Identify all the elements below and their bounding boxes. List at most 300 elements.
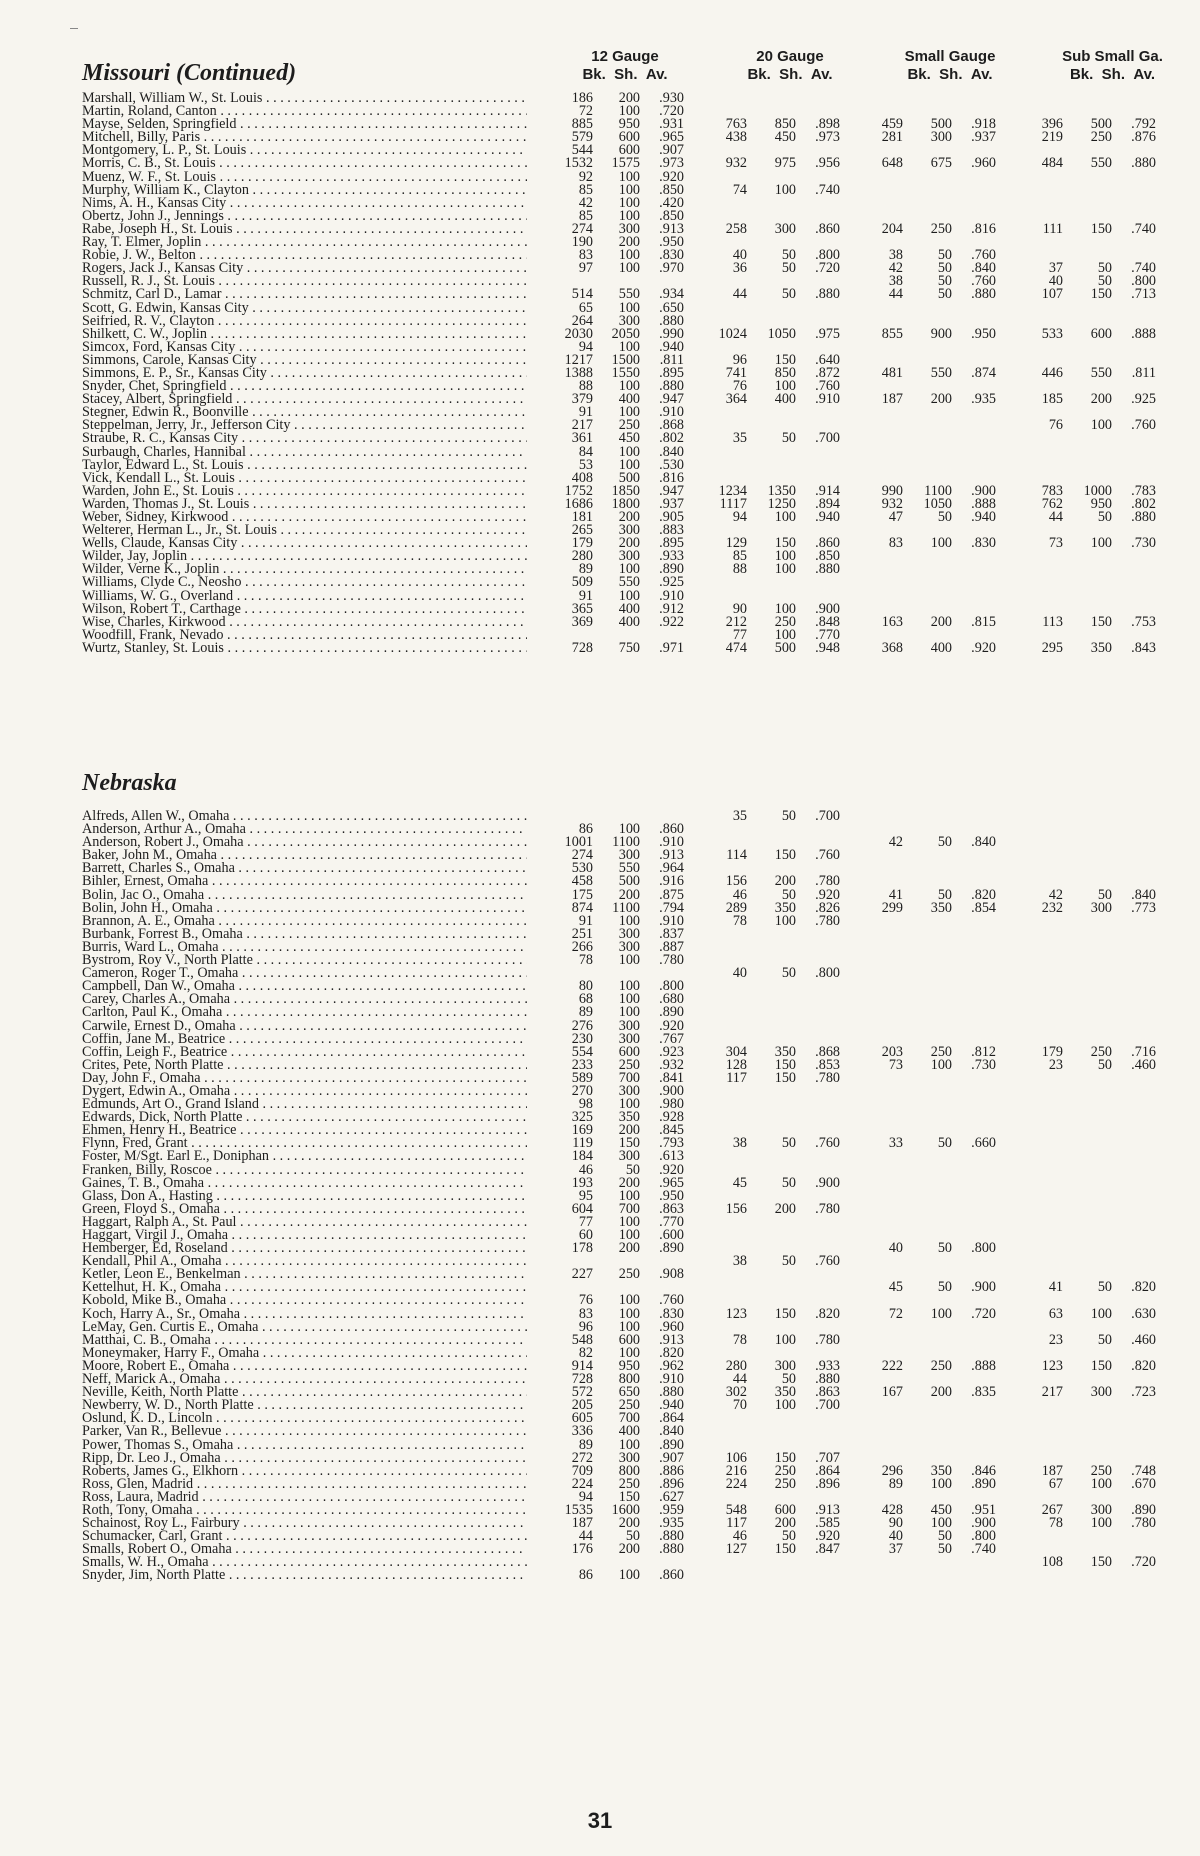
score-cell: 550: [930, 364, 952, 381]
score-cell: .680: [659, 991, 684, 1008]
table-row: [0, 105, 1200, 118]
score-cell: 38: [888, 247, 903, 264]
score-cell: .713: [1131, 286, 1156, 303]
score-cell: 200: [618, 1174, 640, 1191]
table-row: [0, 1161, 1200, 1178]
score-cell: 100: [774, 378, 796, 395]
score-cell: 100: [618, 103, 640, 120]
table-row: [0, 144, 1200, 157]
score-cell: 65: [578, 299, 593, 316]
shooter-name: Haggart, Ralph A., St. Paul . . .: [82, 1216, 527, 1229]
score-cell: 41: [888, 886, 903, 903]
score-cell: .840: [971, 260, 996, 277]
score-cell: 100: [618, 1227, 640, 1243]
score-cell: .716: [1131, 1043, 1156, 1060]
shooter-name: Straube, R. C., Kansas City . . .: [82, 432, 527, 445]
score-cell: 150: [774, 1056, 796, 1073]
table-row: [0, 1517, 1200, 1530]
score-cell: .880: [1131, 509, 1156, 525]
table-row: [0, 456, 1200, 473]
score-cell: 600: [618, 1043, 640, 1060]
table-row: [0, 364, 1200, 381]
score-cell: .530: [659, 456, 684, 473]
score-cell: 150: [1090, 286, 1112, 303]
score-cell: 300: [1090, 899, 1112, 916]
table-row: [0, 1318, 1200, 1335]
score-cell: 179: [571, 535, 593, 552]
shooter-name: Mitchell, Billy, Paris . . .: [82, 131, 527, 144]
score-cell: 100: [1090, 1475, 1112, 1492]
score-cell: 604: [571, 1200, 593, 1217]
score-cell: 150: [618, 1135, 640, 1152]
shooter-name: Roth, Tony, Omaha . . .: [82, 1504, 527, 1517]
score-cell: 44: [732, 286, 747, 303]
score-cell: .872: [815, 364, 840, 381]
score-cell: 50: [781, 247, 796, 264]
score-cell: 42: [578, 194, 593, 211]
score-cell: 1500: [611, 351, 640, 368]
score-cell: 222: [881, 1357, 903, 1374]
score-cell: 1024: [718, 325, 747, 342]
shooter-name: Scott, G. Edwin, Kansas City . . .: [82, 302, 527, 315]
score-cell: .965: [659, 129, 684, 146]
score-cell: 950: [618, 1357, 640, 1374]
shooter-name: Ehmen, Henry H., Beatrice . . .: [82, 1124, 527, 1137]
score-cell: .860: [659, 1567, 684, 1584]
table-row: [0, 495, 1200, 512]
table-row: [0, 380, 1200, 393]
score-cell: 950: [618, 116, 640, 133]
score-cell: 459: [881, 116, 903, 133]
table-row: [0, 967, 1200, 980]
score-cell: .460: [1131, 1331, 1156, 1348]
score-cell: 932: [881, 495, 903, 512]
score-cell: 350: [774, 1043, 796, 1060]
score-cell: 227: [571, 1266, 593, 1283]
score-cell: 200: [618, 234, 640, 251]
score-cell: 91: [578, 404, 593, 421]
score-cell: 589: [571, 1069, 593, 1086]
shooter-name: Martin, Roland, Canton . . .: [82, 105, 527, 118]
score-cell: 728: [571, 1371, 593, 1388]
score-cell: .860: [815, 535, 840, 552]
score-cell: 200: [774, 873, 796, 890]
score-cell: .830: [659, 247, 684, 264]
score-cell: 550: [618, 574, 640, 591]
score-cell: .740: [971, 1541, 996, 1558]
shooter-name: Campbell, Dan W., Omaha . . .: [82, 980, 527, 993]
score-cell: 186: [571, 90, 593, 106]
score-cell: 200: [1090, 391, 1112, 408]
score-cell: 37: [1048, 260, 1063, 277]
score-cell: 200: [618, 1515, 640, 1532]
table-row: [0, 482, 1200, 499]
score-cell: 1234: [718, 482, 747, 499]
score-cell: 33: [888, 1135, 903, 1152]
score-cell: 179: [1041, 1043, 1063, 1060]
shooter-name: Kobold, Mike B., Omaha . . .: [82, 1294, 527, 1307]
header-12-gauge-columns: Bk. Sh. Av.: [582, 66, 668, 83]
score-cell: 50: [781, 1135, 796, 1152]
score-cell: .910: [815, 391, 840, 408]
score-cell: 117: [726, 1515, 747, 1532]
shooter-name: Williams, W. G., Overland . . .: [82, 590, 527, 603]
score-cell: 100: [618, 1344, 640, 1361]
score-cell: .720: [971, 1305, 996, 1322]
score-cell: .627: [659, 1488, 684, 1505]
score-cell: 44: [578, 1528, 593, 1545]
score-cell: .835: [971, 1384, 996, 1401]
score-cell: 77: [578, 1213, 593, 1230]
score-cell: 50: [937, 834, 952, 851]
score-cell: 250: [774, 1462, 796, 1479]
score-cell: 216: [725, 1462, 747, 1479]
score-cell: .888: [971, 1357, 996, 1374]
score-cell: .975: [815, 325, 840, 342]
score-cell: .420: [659, 194, 684, 211]
table-row: [0, 1357, 1200, 1374]
score-cell: .760: [815, 378, 840, 395]
table-row: [0, 1475, 1200, 1492]
score-cell: 500: [774, 639, 796, 656]
score-cell: 250: [618, 1475, 640, 1492]
score-cell: 100: [618, 456, 640, 473]
score-cell: 50: [781, 1528, 796, 1545]
score-cell: 85: [578, 181, 593, 198]
score-cell: .947: [659, 482, 684, 499]
score-cell: 178: [571, 1240, 593, 1257]
score-cell: 113: [1042, 613, 1063, 630]
table-row: [0, 443, 1200, 460]
score-cell: 874: [571, 899, 593, 916]
score-cell: 1217: [564, 351, 593, 368]
score-cell: 107: [1041, 286, 1063, 303]
score-cell: 85: [578, 207, 593, 224]
score-cell: .965: [659, 1174, 684, 1191]
score-cell: .811: [659, 351, 684, 368]
score-cell: 1000: [1083, 482, 1112, 499]
score-cell: 741: [725, 364, 747, 381]
table-row: [0, 1187, 1200, 1204]
score-cell: 289: [725, 899, 747, 916]
score-cell: 53: [578, 456, 593, 473]
score-cell: 1850: [611, 482, 640, 499]
score-cell: 129: [725, 535, 747, 552]
score-cell: 83: [578, 247, 593, 264]
score-cell: 300: [618, 548, 640, 565]
shooter-name: Neff, Marick A., Omaha . . .: [82, 1373, 527, 1386]
table-row: [0, 432, 1200, 445]
score-cell: 100: [930, 1305, 952, 1322]
score-cell: .935: [971, 391, 996, 408]
shooter-name: Welterer, Herman L., Jr., St. Louis . . .: [82, 524, 527, 537]
table-row: [0, 862, 1200, 875]
score-cell: 91: [578, 912, 593, 929]
score-cell: .937: [659, 495, 684, 512]
score-cell: .793: [659, 1135, 684, 1152]
score-cell: .600: [659, 1227, 684, 1243]
score-cell: 400: [930, 639, 952, 656]
score-cell: 350: [774, 899, 796, 916]
score-cell: 78: [1048, 1515, 1063, 1532]
score-cell: 50: [937, 1279, 952, 1296]
score-cell: 76: [578, 1292, 593, 1309]
score-cell: 100: [618, 1436, 640, 1453]
score-cell: 92: [578, 168, 593, 185]
shooter-name: Woodfill, Frank, Nevado . . .: [82, 629, 527, 642]
score-cell: 187: [1041, 1462, 1063, 1479]
header-12-gauge-title: 12 Gauge: [591, 48, 659, 65]
score-cell: 35: [732, 808, 747, 824]
score-cell: .880: [659, 378, 684, 395]
score-cell: 364: [725, 391, 747, 408]
score-cell: .930: [659, 90, 684, 106]
score-cell: 100: [930, 1515, 952, 1532]
score-cell: 267: [1041, 1501, 1063, 1518]
header-sub-small-gauge: [1040, 48, 1185, 84]
shooter-name: Robie, J. W., Belton . . .: [82, 249, 527, 262]
table-row: [0, 1543, 1200, 1556]
score-cell: 106: [725, 1449, 747, 1466]
header-20-gauge: [720, 48, 860, 84]
score-cell: 50: [937, 1135, 952, 1152]
missouri-rows: [0, 92, 1200, 655]
table-row: [0, 1281, 1200, 1294]
score-cell: .890: [1131, 1501, 1156, 1518]
shooter-name: Coffin, Jane M., Beatrice . . .: [82, 1033, 527, 1046]
score-cell: 44: [888, 286, 903, 303]
score-cell: 300: [618, 1017, 640, 1034]
score-cell: 550: [618, 860, 640, 877]
score-cell: .925: [659, 574, 684, 591]
table-row: [0, 118, 1200, 131]
table-row: [0, 1425, 1200, 1438]
shooter-name: Taylor, Edward L., St. Louis . . .: [82, 459, 527, 472]
score-cell: 150: [774, 847, 796, 864]
shooter-name: Crites, Pete, North Platte . . .: [82, 1059, 527, 1072]
score-cell: .811: [1131, 364, 1156, 381]
score-cell: .780: [659, 952, 684, 969]
score-cell: .923: [659, 1043, 684, 1060]
score-cell: .820: [815, 1305, 840, 1322]
score-cell: 100: [618, 194, 640, 211]
table-row: [0, 886, 1200, 903]
score-cell: 96: [578, 1318, 593, 1335]
score-cell: 200: [774, 1200, 796, 1217]
score-cell: .700: [815, 430, 840, 447]
score-cell: 100: [774, 626, 796, 643]
shooter-name: Simmons, Carole, Kansas City . . .: [82, 354, 527, 367]
score-cell: .971: [659, 639, 684, 656]
score-cell: .773: [1131, 899, 1156, 916]
table-row: [0, 1569, 1200, 1582]
score-cell: .900: [971, 482, 996, 499]
score-cell: 280: [725, 1357, 747, 1374]
score-cell: 2050: [611, 325, 640, 342]
score-cell: .940: [659, 1397, 684, 1414]
score-cell: 50: [781, 886, 796, 903]
table-row: [0, 938, 1200, 955]
table-row: [0, 220, 1200, 237]
score-cell: .886: [659, 1462, 684, 1479]
score-cell: .920: [815, 886, 840, 903]
score-cell: .840: [659, 1423, 684, 1440]
score-cell: 1686: [564, 495, 593, 512]
table-row: [0, 1556, 1200, 1569]
score-cell: .660: [971, 1135, 996, 1152]
score-cell: .868: [659, 417, 684, 434]
score-cell: .760: [815, 1135, 840, 1152]
table-row: [0, 1255, 1200, 1268]
table-row: [0, 1242, 1200, 1255]
score-cell: 100: [618, 1305, 640, 1322]
score-cell: 50: [1097, 886, 1112, 903]
score-cell: .800: [815, 965, 840, 982]
score-cell: 42: [1048, 886, 1063, 903]
score-cell: .876: [1131, 129, 1156, 146]
score-cell: 212: [725, 613, 747, 630]
header-small-gauge: [880, 48, 1020, 84]
score-cell: 50: [781, 286, 796, 303]
shooter-name: Surbaugh, Charles, Hannibal . . .: [82, 446, 527, 459]
shooter-name: Burbank, Forrest B., Omaha . . .: [82, 928, 527, 941]
score-cell: .640: [815, 351, 840, 368]
header-20-gauge-columns: Bk. Sh. Av.: [747, 66, 833, 83]
score-cell: .802: [1131, 495, 1156, 512]
score-cell: 100: [618, 1213, 640, 1230]
score-cell: .780: [815, 1200, 840, 1217]
shooter-name: Simmons, E. P., Sr., Kansas City . . .: [82, 367, 527, 380]
score-cell: 605: [571, 1410, 593, 1427]
shooter-name: Montgomery, L. P., St. Louis . . .: [82, 144, 527, 157]
score-cell: 280: [571, 548, 593, 565]
shooter-name: Ketler, Leon E., Benkelman . . .: [82, 1268, 527, 1281]
score-cell: .900: [971, 1279, 996, 1296]
table-row: [0, 469, 1200, 486]
score-cell: 42: [888, 834, 903, 851]
score-cell: .914: [815, 482, 840, 499]
score-cell: 204: [881, 220, 903, 237]
table-row: [0, 1268, 1200, 1281]
score-cell: .887: [659, 938, 684, 955]
score-cell: .841: [659, 1069, 684, 1086]
score-cell: 70: [732, 1397, 747, 1414]
score-cell: 100: [618, 978, 640, 995]
shooter-name: Barrett, Charles S., Omaha . . .: [82, 862, 527, 875]
score-cell: 1550: [611, 364, 640, 381]
score-cell: 990: [881, 482, 903, 499]
table-row: [0, 249, 1200, 262]
score-cell: 484: [1041, 155, 1063, 172]
score-cell: .880: [815, 1371, 840, 1388]
score-cell: 762: [1041, 495, 1063, 512]
score-cell: 46: [732, 886, 747, 903]
shooter-name: Anderson, Robert J., Omaha . . .: [82, 836, 527, 849]
score-cell: 1001: [564, 834, 593, 851]
shooter-name: Stegner, Edwin R., Boonville . . .: [82, 406, 527, 419]
score-cell: 100: [618, 181, 640, 198]
score-cell: 89: [578, 561, 593, 578]
score-cell: 83: [578, 1305, 593, 1322]
score-cell: 82: [578, 1344, 593, 1361]
score-cell: .860: [659, 821, 684, 838]
score-cell: 265: [571, 522, 593, 539]
score-cell: 276: [571, 1017, 593, 1034]
shooter-name: Shilkett, C. W., Joplin . . .: [82, 328, 527, 341]
score-cell: 100: [774, 181, 796, 198]
score-cell: 270: [571, 1082, 593, 1099]
score-cell: 150: [774, 1305, 796, 1322]
score-cell: 150: [1090, 613, 1112, 630]
score-cell: 1050: [923, 495, 952, 512]
score-cell: 100: [618, 260, 640, 277]
score-cell: .840: [1131, 886, 1156, 903]
shooter-name: Muenz, W. F., St. Louis . . .: [82, 171, 527, 184]
score-cell: 203: [881, 1043, 903, 1060]
shooter-name: Steppelman, Jerry, Jr., Jefferson City . . .: [82, 419, 527, 432]
score-cell: .890: [659, 561, 684, 578]
score-cell: 100: [930, 535, 952, 552]
score-cell: 100: [618, 912, 640, 929]
score-cell: 350: [774, 1384, 796, 1401]
score-cell: .864: [659, 1410, 684, 1427]
score-cell: 300: [618, 220, 640, 237]
score-cell: 100: [774, 1397, 796, 1414]
score-cell: 38: [732, 1135, 747, 1152]
score-cell: .720: [659, 103, 684, 120]
score-cell: 83: [888, 535, 903, 552]
score-cell: .770: [815, 626, 840, 643]
header-small-gauge-columns: Bk. Sh. Av.: [907, 66, 993, 83]
score-cell: 50: [781, 1371, 796, 1388]
score-cell: .760: [971, 247, 996, 264]
score-cell: .770: [659, 1213, 684, 1230]
score-cell: 50: [781, 808, 796, 824]
score-cell: 73: [888, 1056, 903, 1073]
score-cell: 50: [937, 1240, 952, 1257]
score-cell: 700: [618, 1410, 640, 1427]
shooter-name: Simcox, Ford, Kansas City . . .: [82, 341, 527, 354]
score-cell: 44: [1048, 509, 1063, 525]
score-cell: 100: [618, 561, 640, 578]
shooter-name: Wise, Charles, Kirkwood . . .: [82, 616, 527, 629]
score-cell: .854: [971, 899, 996, 916]
score-cell: 258: [725, 220, 747, 237]
score-cell: .905: [659, 509, 684, 525]
score-cell: .800: [971, 1240, 996, 1257]
score-cell: 361: [571, 430, 593, 447]
score-cell: 233: [571, 1056, 593, 1073]
score-cell: .843: [1131, 639, 1156, 656]
score-cell: 264: [571, 312, 593, 329]
score-cell: 150: [774, 1449, 796, 1466]
score-cell: 23: [1048, 1331, 1063, 1348]
shooter-name: Bihler, Ernest, Omaha . . .: [82, 875, 527, 888]
score-cell: 100: [618, 443, 640, 460]
score-cell: .880: [659, 1541, 684, 1558]
shooter-name: Baker, John M., Omaha . . .: [82, 849, 527, 862]
shooter-name: Burris, Ward L., Omaha . . .: [82, 941, 527, 954]
score-cell: 50: [937, 1541, 952, 1558]
score-cell: 91: [578, 587, 593, 604]
score-cell: 114: [726, 847, 747, 864]
score-cell: .760: [815, 847, 840, 864]
score-cell: .880: [1131, 155, 1156, 172]
score-cell: 530: [571, 860, 593, 877]
score-cell: 100: [774, 600, 796, 617]
score-cell: 300: [618, 847, 640, 864]
table-row: [0, 419, 1200, 432]
